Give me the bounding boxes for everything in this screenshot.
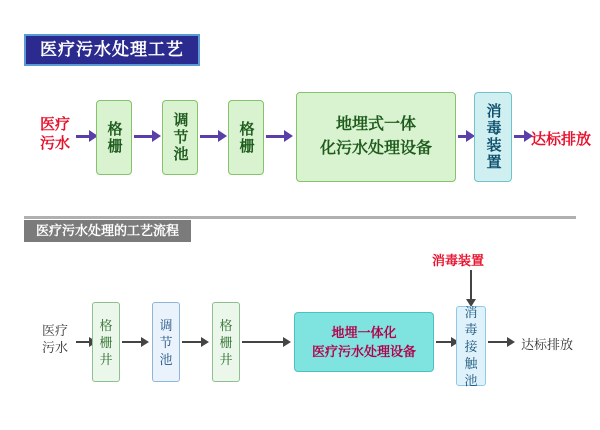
- section-2-title: 医疗污水处理的工艺流程: [24, 220, 191, 242]
- box-regulating-tank-1: [162, 100, 198, 175]
- section-1-title: 医疗污水处理工艺: [24, 34, 200, 66]
- box-contact-tank-line1: 消: [464, 304, 478, 320]
- box-regulating-tank-2-line1: 调: [159, 317, 173, 333]
- box-grille-well-2-line2: 栅: [219, 334, 233, 350]
- disinfection-callout-label: 消毒装置: [432, 253, 485, 268]
- box-disinfection-contact-tank: [456, 306, 486, 386]
- box-grille-well-1-line3: 井: [99, 351, 113, 367]
- output-label-2: 达标排放: [521, 337, 574, 352]
- box-regulating-tank-1-label: 调节池: [171, 112, 189, 163]
- process-diagram-bottom: [0, 212, 600, 430]
- box-regulating-tank-2-line3: 池: [159, 351, 173, 367]
- section-2-divider: [24, 216, 576, 219]
- box-grille-well-2-line1: 格: [219, 317, 233, 333]
- box-grille-2: [228, 100, 264, 175]
- box-buried-equipment-2-line2: 医疗污水处理设备: [311, 344, 416, 359]
- source-label-1: [30, 115, 80, 153]
- box-grille-1: [96, 100, 132, 175]
- source-label-1-line2: 污水: [39, 135, 70, 152]
- output-label-1: 达标排放: [531, 131, 592, 148]
- box-disinfection-device-1-label: 消毒装置: [484, 103, 502, 171]
- box-disinfection-device-1: [474, 92, 512, 182]
- box-buried-equipment-1: [296, 92, 456, 182]
- box-contact-tank-line3: 接: [464, 338, 478, 354]
- process-diagram-top: [0, 0, 600, 210]
- box-buried-equipment-2-line1: 地埋一体化: [331, 325, 397, 340]
- box-contact-tank-line4: 触: [464, 355, 478, 371]
- box-grille-well-1-line1: 格: [99, 317, 113, 333]
- box-buried-equipment-1-line2: 化污水处理设备: [319, 140, 432, 157]
- box-grille-2-label: 格栅: [237, 120, 255, 155]
- box-grille-well-1: [92, 302, 120, 382]
- box-contact-tank-line5: 池: [464, 372, 478, 388]
- source-label-2-line1: 医疗: [41, 323, 68, 338]
- source-label-2: [30, 322, 80, 356]
- source-label-1-line1: 医疗: [39, 116, 70, 133]
- box-grille-well-2: [212, 302, 240, 382]
- box-buried-equipment-1-line1: 地埋式一体: [335, 116, 416, 133]
- box-contact-tank-line2: 毒: [464, 321, 478, 337]
- box-regulating-tank-2-line2: 节: [159, 334, 173, 350]
- box-regulating-tank-2: [152, 302, 180, 382]
- box-grille-1-label: 格栅: [105, 120, 123, 155]
- box-grille-well-1-line2: 栅: [99, 334, 113, 350]
- box-grille-well-2-line3: 井: [219, 351, 233, 367]
- box-buried-equipment-2: [294, 312, 434, 372]
- source-label-2-line2: 污水: [41, 340, 68, 355]
